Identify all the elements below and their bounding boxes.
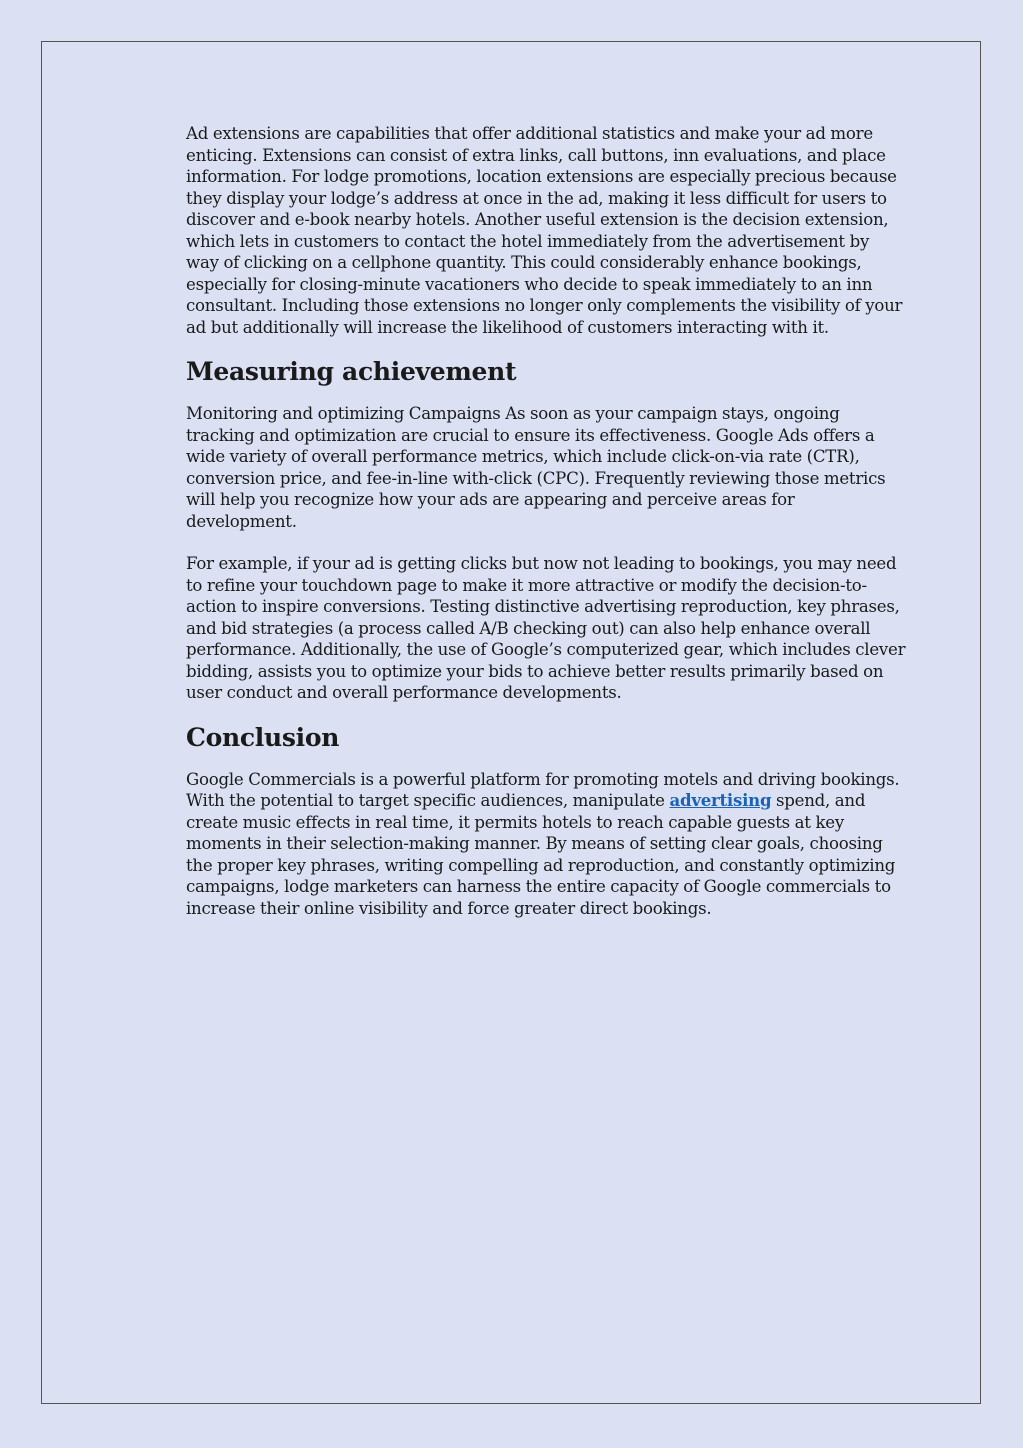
- paragraph-ad-extensions: Ad extensions are capabilities that offer additional statistics and make your ad more enticing. Extensions can consist of extra links, call buttons, inn evaluations, and place information. For lodge promotions, location extensions are especially precious because they display your lodge’s address at once in the ad, making it less difficult for users to discover and e-book nearby hotels. Another useful extension is the decision extension, which lets in customers to contact the hotel immediately from the advertisement by way of clicking on a cellphone quantity. This could considerably enhance bookings, especially for closing-minute vacationers who decide to speak immediately to an inn consultant. Including those extensions no longer only complements the visibility of your ad but additionally will increase the likelihood of customers interacting with it.: [186, 124, 903, 337]
- heading-conclusion: Conclusion: [186, 722, 340, 752]
- conclusion-text-before-link: Google Commercials is a powerful platform for promoting motels and driving bookings. With the potential to target specific audiences, manipulate: [186, 769, 900, 810]
- paragraph-conclusion: [186, 769, 906, 920]
- document-body: [186, 123, 906, 919]
- paragraph-monitoring: Monitoring and optimizing Campaigns As soon as your campaign stays, ongoing tracking and optimization are crucial to ensure its effectiveness. Google Ads offers a wide variety of overall performance metrics, which include click-on-via rate (CTR), conversion price, and fee-in-line with-click (CPC). Frequently reviewing those metrics will help you recognize how your ads are appearing and perceive areas for development.: [186, 404, 886, 531]
- conclusion-text-after-link: spend, and create music effects in real time, it permits hotels to reach capable guests at key moments in their selection-making manner. By means of setting clear goals, choosing the proper key phrases, writing compelling ad reproduction, and constantly optimizing campaigns, lodge marketers can harness the entire capacity of Google commercials to increase their online visibility and force greater direct bookings.: [186, 791, 896, 918]
- advertising-link[interactable]: advertising: [669, 790, 772, 810]
- paragraph-example: For example, if your ad is getting clicks but now not leading to bookings, you may need to refine your touchdown page to make it more attractive or modify the decision-to-action to inspire conversions. Testing distinctive advertising reproduction, key phrases, and bid strategies (a process called A/B checking out) can also help enhance overall performance. Additionally, the use of Google’s computerized gear, which includes clever bidding, assists you to optimize your bids to achieve better results primarily based on user conduct and overall performance developments.: [186, 554, 906, 702]
- heading-measuring-achievement: Measuring achievement: [186, 357, 517, 386]
